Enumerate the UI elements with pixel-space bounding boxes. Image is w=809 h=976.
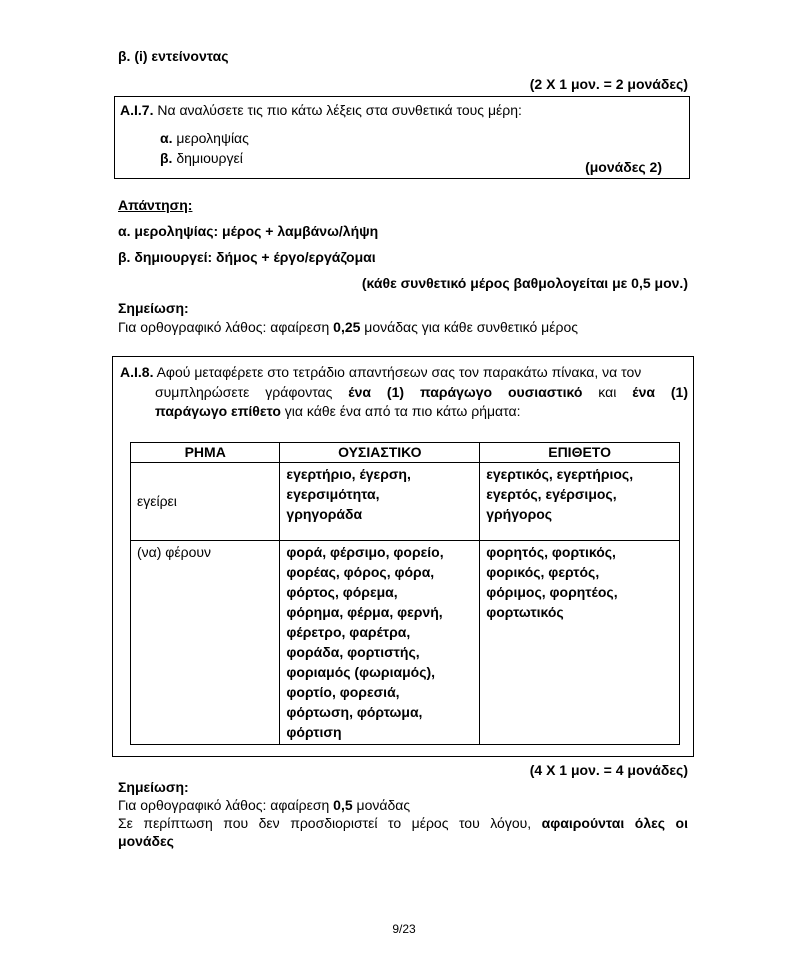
question-a18-label: Α.Ι.8. bbox=[120, 364, 154, 380]
a18-word: ένα bbox=[632, 384, 655, 400]
question-a17-item-a bbox=[160, 130, 249, 146]
note-2-word: το bbox=[388, 815, 402, 831]
noun-line: φέρετρο, φαρέτρα, bbox=[286, 624, 411, 640]
noun-line: φοράδα, φορτιστής, bbox=[286, 644, 420, 660]
question-a18-text-1: Αφού μεταφέρετε στο τετράδιο απαντήσεων σας τον παρακάτω πίνακα, να τον bbox=[156, 364, 642, 380]
question-a18-bold: παράγωγο επίθετο bbox=[155, 403, 281, 419]
item-a-label: α. bbox=[160, 130, 173, 146]
note-2-text-after: μονάδας bbox=[352, 797, 411, 813]
noun-line: εγερσιμότητα, bbox=[286, 486, 380, 502]
adjective-line: εγερτός, εγέρσιμος, bbox=[486, 486, 617, 502]
answer-scoring: (κάθε συνθετικό μέρος βαθμολογείται με 0,5 μον.) bbox=[361, 275, 688, 291]
question-a17-item-b bbox=[160, 150, 243, 166]
noun-line: εγερτήριο, έγερση, bbox=[286, 466, 411, 482]
noun-line: φορτίο, φορεσιά, bbox=[286, 684, 400, 700]
question-a17-prompt bbox=[120, 102, 522, 118]
a18-word: συμπληρώσετε bbox=[155, 384, 250, 400]
noun-cell bbox=[280, 541, 480, 745]
noun-line: φόρτος, φόρεμα, bbox=[286, 584, 398, 600]
note-1-text bbox=[118, 319, 578, 335]
question-a18-rest: για κάθε ένα από τα πιο κάτω ρήματα: bbox=[280, 403, 521, 419]
adjective-line: φορτωτικός bbox=[486, 604, 564, 620]
a18-word: (1) bbox=[670, 384, 688, 400]
answer-line-b: β. δημιουργεί: δήμος + έργο/εργάζομαι bbox=[118, 249, 376, 265]
note-2-line-2 bbox=[118, 815, 688, 831]
a18-word: γράφοντας bbox=[265, 384, 333, 400]
adjective-line: φορικός, φερτός, bbox=[486, 564, 600, 580]
a18-word: ένα bbox=[348, 384, 371, 400]
question-a18-line-2 bbox=[155, 384, 688, 400]
noun-line: φόρτωση, φόρτωμα, bbox=[286, 704, 423, 720]
note-2-word: αφαιρούνται bbox=[541, 815, 625, 831]
a18-word: παράγωγο bbox=[419, 384, 493, 400]
note-2-text-before: Για ορθογραφικό λάθος: αφαίρεση bbox=[118, 797, 334, 813]
adjective-line: φόριμος, φορητέος, bbox=[486, 584, 618, 600]
a18-word: (1) bbox=[386, 384, 405, 400]
note-2-text bbox=[118, 797, 410, 813]
note-1-heading: Σημείωση: bbox=[118, 300, 189, 316]
noun-line: φοριαμός (φωριαμός), bbox=[286, 664, 436, 680]
verb-cell: (να) φέρουν bbox=[131, 541, 280, 745]
note-2-word: δεν bbox=[258, 815, 280, 831]
question-a17-text: Να αναλύσετε τις πιο κάτω λέξεις στα συνθετικά τους μέρη: bbox=[157, 102, 522, 118]
question-a18-line-1 bbox=[120, 364, 641, 380]
noun-line: φορά, φέρσιμο, φορείο, bbox=[286, 544, 444, 560]
note-2-word: που bbox=[223, 815, 249, 831]
score-line-1: (2 Χ 1 μον. = 2 μονάδες) bbox=[529, 76, 688, 92]
adjective-cell bbox=[480, 541, 680, 745]
verb-cell: εγείρει bbox=[131, 463, 280, 541]
note-2-word: του bbox=[458, 815, 480, 831]
note-1-text-after: μονάδας για κάθε συνθετικό μέρος bbox=[360, 319, 578, 335]
answer-heading: Απάντηση: bbox=[118, 197, 193, 213]
item-b-label: β. bbox=[160, 150, 173, 166]
note-1-value: 0,25 bbox=[333, 319, 361, 335]
a18-word: ουσιαστικό bbox=[508, 384, 583, 400]
b-i-line: β. (i) εντείνοντας bbox=[118, 48, 229, 64]
noun-cell bbox=[280, 463, 480, 541]
header-noun: ΟΥΣΙΑΣΤΙΚΟ bbox=[280, 443, 480, 463]
header-verb: ΡΗΜΑ bbox=[131, 443, 280, 463]
note-2-value: 0,5 bbox=[333, 797, 353, 813]
noun-line: φόρημα, φέρμα, φερνή, bbox=[286, 604, 443, 620]
note-2-word: λόγου, bbox=[490, 815, 532, 831]
adjective-cell bbox=[480, 463, 680, 541]
item-a-word: μεροληψίας bbox=[176, 130, 249, 146]
note-2-word: όλες bbox=[634, 815, 666, 831]
note-2-word: Σε bbox=[118, 815, 133, 831]
adjective-line: φορητός, φορτικός, bbox=[486, 544, 616, 560]
answer-line-a: α. μεροληψίας: μέρος + λαμβάνω/λήψη bbox=[118, 223, 379, 239]
noun-line: φόρτιση bbox=[286, 724, 342, 740]
table-row bbox=[131, 463, 680, 541]
verbs-table bbox=[130, 442, 680, 745]
question-a17-label: Α.Ι.7. bbox=[120, 102, 154, 118]
page-number: 9/23 bbox=[392, 922, 416, 936]
a18-word: και bbox=[598, 384, 617, 400]
table-header-row bbox=[131, 443, 680, 463]
header-adjective: ΕΠΙΘΕΤΟ bbox=[480, 443, 680, 463]
note-2-line-3: μονάδες bbox=[118, 833, 174, 849]
note-2-word: περίπτωση bbox=[143, 815, 213, 831]
noun-line: γρηγοράδα bbox=[286, 506, 363, 522]
table-row bbox=[131, 541, 680, 745]
question-a18-line-3 bbox=[155, 403, 520, 419]
note-1-text-before: Για ορθογραφικό λάθος: αφαίρεση bbox=[118, 319, 334, 335]
noun-line: φορέας, φόρος, φόρα, bbox=[286, 564, 435, 580]
adjective-line: γρήγορος bbox=[486, 506, 553, 522]
item-b-word: δημιουργεί bbox=[176, 150, 243, 166]
note-2-heading: Σημείωση: bbox=[118, 779, 189, 795]
question-a17-points: (μονάδες 2) bbox=[585, 159, 662, 175]
note-2-word: μέρος bbox=[411, 815, 449, 831]
adjective-line: εγερτικός, εγερτήριος, bbox=[486, 466, 634, 482]
score-line-2: (4 Χ 1 μον. = 4 μονάδες) bbox=[529, 762, 688, 778]
note-2-word: οι bbox=[675, 815, 688, 831]
note-2-word: προσδιοριστεί bbox=[290, 815, 378, 831]
